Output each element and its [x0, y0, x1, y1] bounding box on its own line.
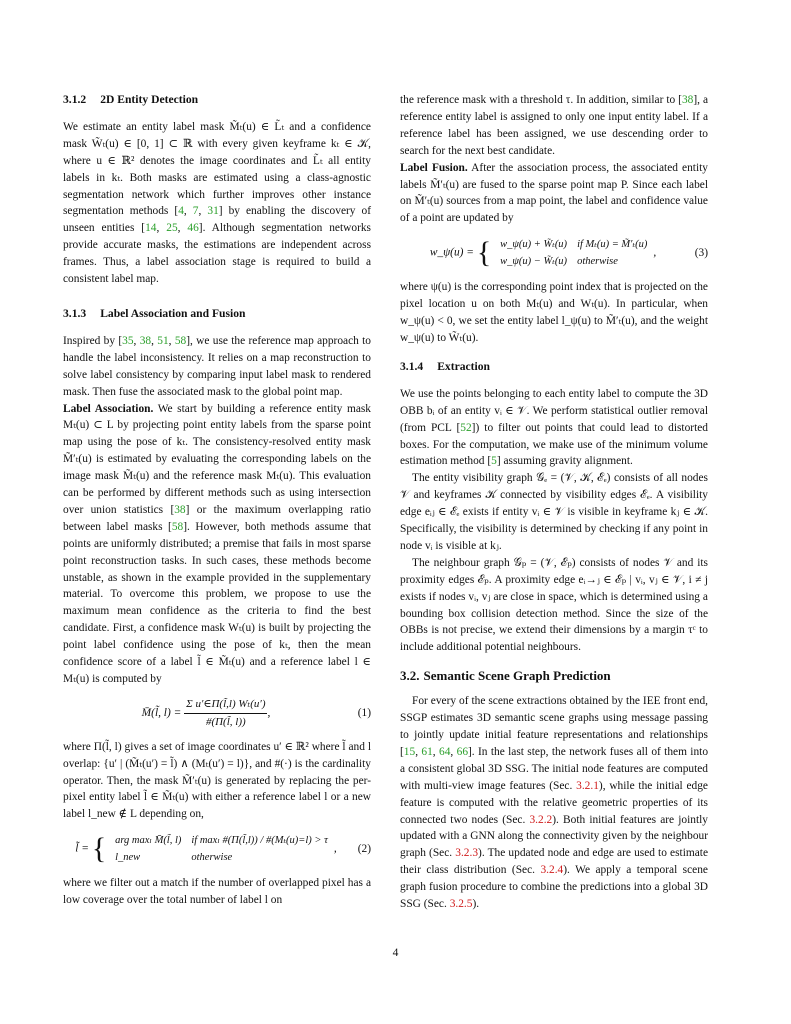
- citation-link[interactable]: 51: [157, 334, 169, 347]
- citation-link[interactable]: 5: [491, 455, 497, 468]
- paragraph-entity-detection: We estimate an entity label mask M̃ₜ(u) ∈ L̃ₜ and a confidence mask W̃ₜ(u) ∈ [0, 1] ⊂ ℝ with every given keyframe kₜ ∈ 𝒦, where u ∈ ℝ² denotes the image coordinates and L̃ₜ all entity labels in kₜ. Both masks are estimated using a class-agnostic segmentation network which further improves other instance segmentation methods [4, 7, 31] by enabling the discovery of unseen entities [14, 25, 46]. Although segmentation networks provide accurate masks, the estimations are independent across frames. Thus, a label association stage is required to build a consistent label map.: [63, 120, 372, 286]
- citation-link[interactable]: 38: [139, 334, 152, 347]
- paragraph-ssgp: For every of the scene extractions obtained by the IEE front end, SSGP estimates 3D semantic scene graphs using message passing to jointly update initial feature representations and relationships [15, 61, 64, 66]. In the last step, the network fuses all of them into a consistent global 3D SSG. The initial node features are computed with multi-view image features (Sec. 3.2.1), while the initial edge feature is computed with the relative geometric properties of its connected two nodes (Sec. 3.2.2). Both initial features are jointly updated with a GNN along the connectivity given by the neighbour graph (Sec. 3.2.3). The updated node and edge are used to estimate their class distribution (Sec. 3.2.4). We apply a temporal scene graph fusion procedure to combine the predictions into a global 3D SSG (Sec. 3.2.5).: [400, 695, 709, 911]
- equation-2: l̃ = { arg maxₗ M̄(l̃, l) if maxₗ #(Π(l̃,l)) / #(Mₜ(u)=l) > τ l_new otherwise, (2): [75, 832, 371, 866]
- section-ref-link[interactable]: 3.2.1: [576, 779, 599, 792]
- section-ref-link[interactable]: 3.2.5: [449, 898, 473, 911]
- section-ref-link[interactable]: 3.2.4: [540, 864, 564, 877]
- paragraph-label-association: Label Association. We start by building a reference entity mask Mₜ(u) ⊂ L by projecting point entity labels from the sparse point map using the pose of kₜ. The consistency-resolved entity mask M̃′ₜ(u) is estimated by evaluating the corresponding labels on the image mask M̃ₜ(u) and the reference mask Mₜ(u). This evaluation can be performed by different methods such as using intersection over union statistics [38] or the maximum overlapping ratio between label masks [58]. However, both methods assume that points are uniformly distributed; a premise that fails in most sparse point reconstruction tasks. In such cases, these methods become unstable, as shown in the example provided in the supplementary material. To overcome this problem, we propose to use the maximum mean confidence as the criteria to find the best candidate. First, a confidence mask Wₜ(u) is built by projecting the point label confidence using the pose of kₜ, then the mean confidence score of a label l̃ ∈ M̃ₜ(u) and a reference label l ∈ Mₜ(u) is computed by: [63, 402, 371, 685]
- paragraph-neighbour-graph: The neighbour graph 𝒢ₚ = (𝒱, ℰₚ) consists of nodes 𝒱 and its proximity edges ℰₚ. A proximity edge eᵢ→ⱼ ∈ ℰₚ | vᵢ, vⱼ ∈ 𝒱, i ≠ j exists if nodes vᵢ, vⱼ are close in space, which is determined using a bounding box collision detection method. Since the size of the OBBs is not precise, we extend their dimensions by a margin τᶜ to include additional potential neighbours.: [400, 556, 708, 654]
- paragraph-extraction: We use the points belonging to each entity label to compute the 3D OBB bᵢ of an entity vᵢ ∈ 𝒱. We perform statistical outlier removal (from PCL [52]) to filter out points that could lead to distorted boxes. For the computation, we make use of the minimum volume estimation method [5] assuming gravity alignment.: [400, 387, 708, 468]
- equation-1: M̄(l̃, l) = $\frac{\text{Σ u′∈Π(l̃,l) Wₜ(u′)}}{\#(\Pi(l̃, l))}$ , (1): [141, 697, 371, 728]
- citation-link[interactable]: 31: [207, 205, 219, 218]
- section-ref-link[interactable]: 3.2.3: [455, 847, 479, 860]
- section-heading-3-1-2: 3.1.2 2D Entity Detection: [63, 93, 199, 106]
- section-heading-3-2: 3.2. Semantic Scene Graph Prediction: [400, 668, 611, 684]
- citation-link[interactable]: 46: [187, 222, 199, 235]
- section-heading-3-1-4: 3.1.4 Extraction: [400, 359, 490, 373]
- citation-link[interactable]: 58: [174, 334, 187, 347]
- citation-link[interactable]: 35: [122, 334, 134, 347]
- paragraph-label-fusion: Label Fusion. After the association process, the associated entity labels M̃′ₜ(u) are fused to the sparse point map P. Since each label on M̃′ₜ(u) sources from a map point, the label and confidence value of a point are updated by: [400, 161, 708, 225]
- citation-link[interactable]: 4: [178, 205, 184, 218]
- equation-3: w_ψ(u) = { w_ψ(u) + W̃ₜ(u) if Mₜ(u) = M̃′ₜ(u) w_ψ(u) − W̃ₜ(u) otherwise, (3): [429, 236, 708, 270]
- paragraph-filter: where we filter out a match if the number of overlapped pixel has a low coverage over the total number of label l on: [63, 877, 371, 907]
- citation-link[interactable]: 64: [439, 745, 451, 758]
- citation-link[interactable]: 14: [145, 222, 157, 235]
- citation-link[interactable]: 15: [403, 745, 416, 758]
- right-column: [400, 92, 708, 913]
- citation-link[interactable]: 61: [421, 745, 433, 758]
- equation-number: (2): [357, 842, 371, 855]
- paragraph-psi-definition: where ψ(u) is the corresponding point index that is projected on the pixel location u on both Mₜ(u) and Wₜ(u). In particular, when w_ψ(u) < 0, we set the entity label l_ψ(u) to M̃′ₜ(u), and the weight w_ψ(u) to W̃ₜ(u).: [400, 281, 708, 344]
- citation-link[interactable]: 25: [166, 222, 178, 235]
- citation-link[interactable]: 38: [174, 503, 186, 516]
- equation-number: (3): [694, 246, 708, 259]
- citation-link[interactable]: 7: [192, 205, 199, 218]
- left-column: [63, 92, 371, 909]
- paragraph-title: Label Association.: [63, 402, 154, 415]
- paragraph-label-association-intro: Inspired by [35, 38, 51, 58], we use the reference map approach to handle the label inconsistency. It relies on a map reconstruction to solve label consistency by comparing input label mask to rendered mask. Then fuse the associated mask to the global point map.: [63, 334, 371, 398]
- page-number: 4: [392, 947, 399, 959]
- citation-link[interactable]: 66: [456, 745, 469, 758]
- citation-link[interactable]: 52: [460, 421, 472, 434]
- section-heading-3-1-3: 3.1.3 Label Association and Fusion: [63, 306, 246, 320]
- citation-link[interactable]: 38: [681, 94, 694, 106]
- section-ref-link[interactable]: 3.2.2: [529, 813, 553, 826]
- paragraph-title: Label Fusion.: [400, 161, 468, 174]
- paragraph-visibility-graph: The entity visibility graph 𝒢ₑ = (𝒱, 𝒦, ℰₑ) consists of all nodes 𝒱 and keyframes 𝒦 connected by visibility edges ℰₑ. A visibility edge eᵢⱼ ∈ ℰₑ exists if entity vᵢ ∈ 𝒱 is visible in keyframe kⱼ ∈ 𝒦. Specifically, the visibility is determined by checking if any point in node vᵢ is visible at kⱼ.: [400, 472, 708, 552]
- paragraph-reference-mask: the reference mask with a threshold τ. In addition, similar to [38], a reference entity label is assigned to only one input entity label. If a reference label has been assigned, we use descending order to search for the next best candidate.: [400, 94, 709, 157]
- paragraph-overlap-definition: where Π(l̃, l) gives a set of image coordinates u′ ∈ ℝ² where l̃ and l overlap: {u′ | (M̃ₜ(u′) = l̃) ∧ (Mₜ(u′) = l)}, and #(·) is the cardinality operator. Then, the mask M̃′ₜ(u) is generated by replacing the per-pixel entity label l̃ ∈ M̃ₜ(u) with either a reference label l or a new label l_new ∉ L depending on,: [63, 740, 371, 821]
- equation-number: (1): [357, 706, 371, 719]
- citation-link[interactable]: 58: [171, 520, 184, 533]
